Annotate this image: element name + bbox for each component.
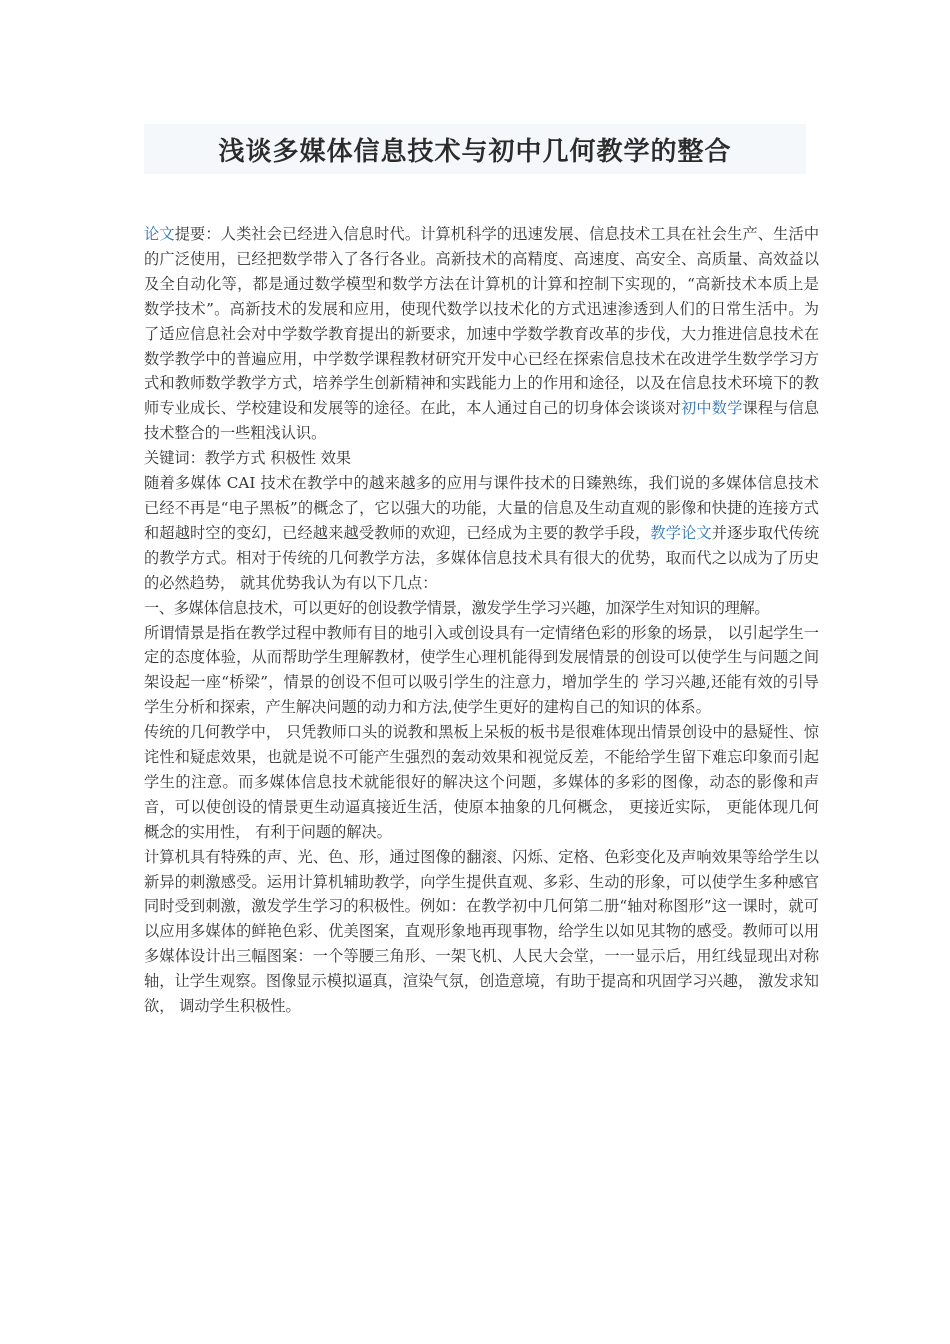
article-title: 浅谈多媒体信息技术与初中几何教学的整合	[218, 136, 732, 167]
intro-paragraph	[144, 471, 819, 596]
link-lunwen[interactable]: 论文	[144, 225, 175, 243]
link-chuzhong-shuxue[interactable]: 初中数学	[681, 399, 743, 418]
abstract-text-1: 提要：人类社会已经进入信息时代。计算机科学的迅速发展、信息技术工具在社会生产、生活中的广泛使用，已经把数学带入了各行各业。高新技术的高精度、高速度、高安全、高质量、高效益以及全自动化等，都是通过数学模型和数学方法在计算机的计算和控制下实现的，“高新技术本质上是数学技术”。高新技术的发展和应用，使现代数学以技术化的方式迅速渗透到人们的日常生活中。为了适应信息社会对中学数学教育提出的新要求，加速中学数学教育改革的步伐，大力推进信息技术在数学教学中的普遍应用，中学数学课程教材研究开发中心已经在探索信息技术在改进学生数学学习方式和教师数学教学方式，培养学生创新精神和实践能力上的作用和途径，以及在信息技术环境下的教师专业成长、学校建设和发展等的途径。在此，本人通过自己的切身体会谈谈对	[144, 225, 820, 418]
title-bar	[144, 124, 806, 174]
computer-features-paragraph: 计算机具有特殊的声、光、色、形，通过图像的翻滚、闪烁、定格、色彩变化及声响效果等给学生以新异的刺激感受。运用计算机辅助教学，向学生提供直观、多彩、生动的形象，可以使学生多种感官同时受到刺激，激发学生学习的积极性。例如：在教学初中几何第二册“轴对称图形”这一课时，就可以应用多媒体的鲜艳色彩、优美图案，直观形象地再现事物，给学生以如见其物的感受。教师可以用多媒体设计出三幅图案：一个等腰三角形、一架飞机、人民大会堂，一一显示后，用红线显现出对称轴，让学生观察。图像显示模拟逼真，渲染气氛，创造意境，有助于提高和巩固学习兴趣， 激发求知欲， 调动学生积极性。	[144, 847, 819, 1016]
link-jiaoxue-lunwen[interactable]: 教学论文	[650, 523, 712, 542]
point-1-body: 所谓情景是指在教学过程中教师有目的地引入或创设具有一定情绪色彩的形象的场景， 以引起学生一定的态度体验，从而帮助学生理解教材，使学生心理机能得到发展情景的创设可以使学生与问题之间架设起一座“桥梁”，情景的创设不但可以吸引学生的注意力，增加学生的 学习兴趣,还能有效的引导学生分析和探索，产生解决问题的动力和方法,使学生更好的建构自己的知识的体系。	[144, 623, 819, 717]
keywords-line: 关键词：教学方式 积极性 效果	[144, 449, 352, 468]
point-1-heading: 一、多媒体信息技术，可以更好的创设教学情景，激发学生学习兴趣，加深学生对知识的理解。	[144, 598, 770, 617]
abstract-text-2: 课程与信息技术整合的一些粗浅认识。	[144, 399, 820, 443]
abstract-paragraph	[144, 222, 819, 446]
intro-text-1: 随着多媒体 CAI 技术在教学中的越来越多的应用与课件技术的日臻熟练，我们说的多媒体信息技术已经不再是“电子黑板”的概念了，它以强大的功能，大量的信息及生动直观的影像和快捷的连接方式和超越时空的变幻，已经越来越受教师的欢迎，已经成为主要的教学手段，	[144, 474, 819, 542]
traditional-teaching-paragraph: 传统的几何教学中， 只凭教师口头的说教和黑板上呆板的板书是很难体现出情景创设中的悬疑性、惊诧性和疑虑效果，也就是说不可能产生强烈的轰动效果和视觉反差，不能给学生留下难忘印象而引起学生的注意。而多媒体信息技术就能很好的解决这个问题，多媒体的多彩的图像，动态的影像和声音，可以使创设的情景更生动逼真接近生活，使原本抽象的几何概念， 更接近实际， 更能体现几何概念的实用性， 有利于问题的解决。	[144, 723, 819, 841]
intro-text-2: 并逐步取代传统的教学方式。相对于传统的几何教学方法，多媒体信息技术具有很大的优势，取而代之以成为了历史的必然趋势， 就其优势我认为有以下几点：	[144, 523, 820, 592]
article-body	[144, 222, 819, 1019]
